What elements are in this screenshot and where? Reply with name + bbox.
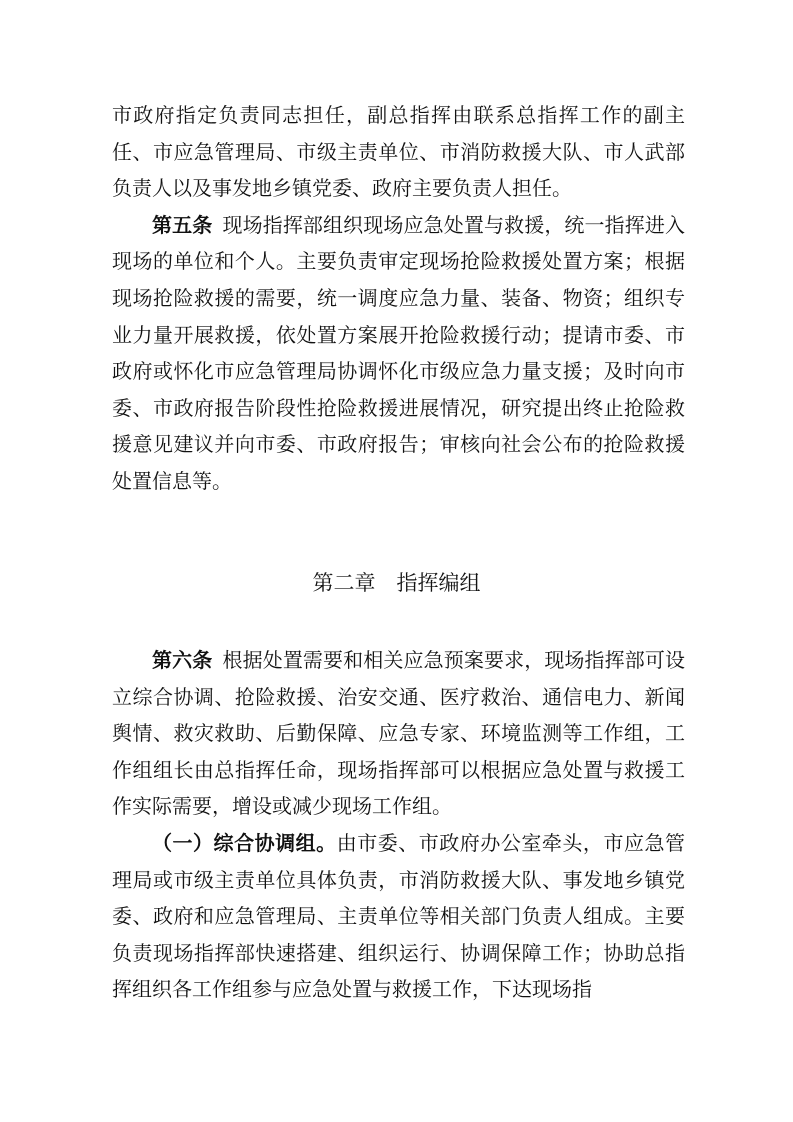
- paragraph-continued: 市政府指定负责同志担任，副总指挥由联系总指挥工作的副主任、市应急管理局、市级主责单位、市消防救援大队、市人武部负责人以及事发地乡镇党委、政府主要负责人担任。: [112, 103, 685, 201]
- chapter-title: 第二章 指挥编组: [312, 571, 481, 595]
- group-1-paragraph: [112, 825, 685, 1008]
- article-6-label: 第六条: [152, 648, 213, 672]
- text-block-top: [112, 97, 685, 500]
- article-5-text: 现场指挥部组织现场应急处置与救援，统一指挥进入现场的单位和个人。主要负责审定现场抢险救援处置方案；根据现场抢险救援的需要，统一调度应急力量、装备、物资；组织专业力量开展救援，依处置方案展开抢险救援行动；提请市委、市政府或怀化市应急管理局协调怀化市级应急力量支援；及时向市委、市政府报告阶段性抢险救援进展情况，研究提出终止抢险救援意见建议并向市委、市政府报告；审核向社会公布的抢险救援处置信息等。: [112, 212, 686, 493]
- group-1-label: （一）综合协调组。: [152, 830, 337, 855]
- group-1-text: 由市委、市政府办公室牵头，市应急管理局或市级主责单位具体负责，市消防救援大队、事发地乡镇党委、政府和应急管理局、主责单位等相关部门负责人组成。主要负责现场指挥部快速搭建、组织运行、协调保障工作；协助总指挥组织各工作组参与应急处置与救援工作，下达现场指: [112, 830, 686, 1002]
- article-5-paragraph: [112, 207, 685, 500]
- article-6-paragraph: [112, 642, 685, 825]
- text-block-bottom: [112, 642, 685, 1008]
- article-5-label: 第五条: [152, 212, 213, 237]
- article-6-text: 根据处置需要和相关应急预案要求，现场指挥部可设立综合协调、抢险救援、治安交通、医疗救治、通信电力、新闻舆情、救灾救助、后勤保障、应急专家、环境监测等工作组，工作组组长由总指挥任命，现场指挥部可以根据应急处置与救援工作实际需要，增设或减少现场工作组。: [112, 648, 686, 819]
